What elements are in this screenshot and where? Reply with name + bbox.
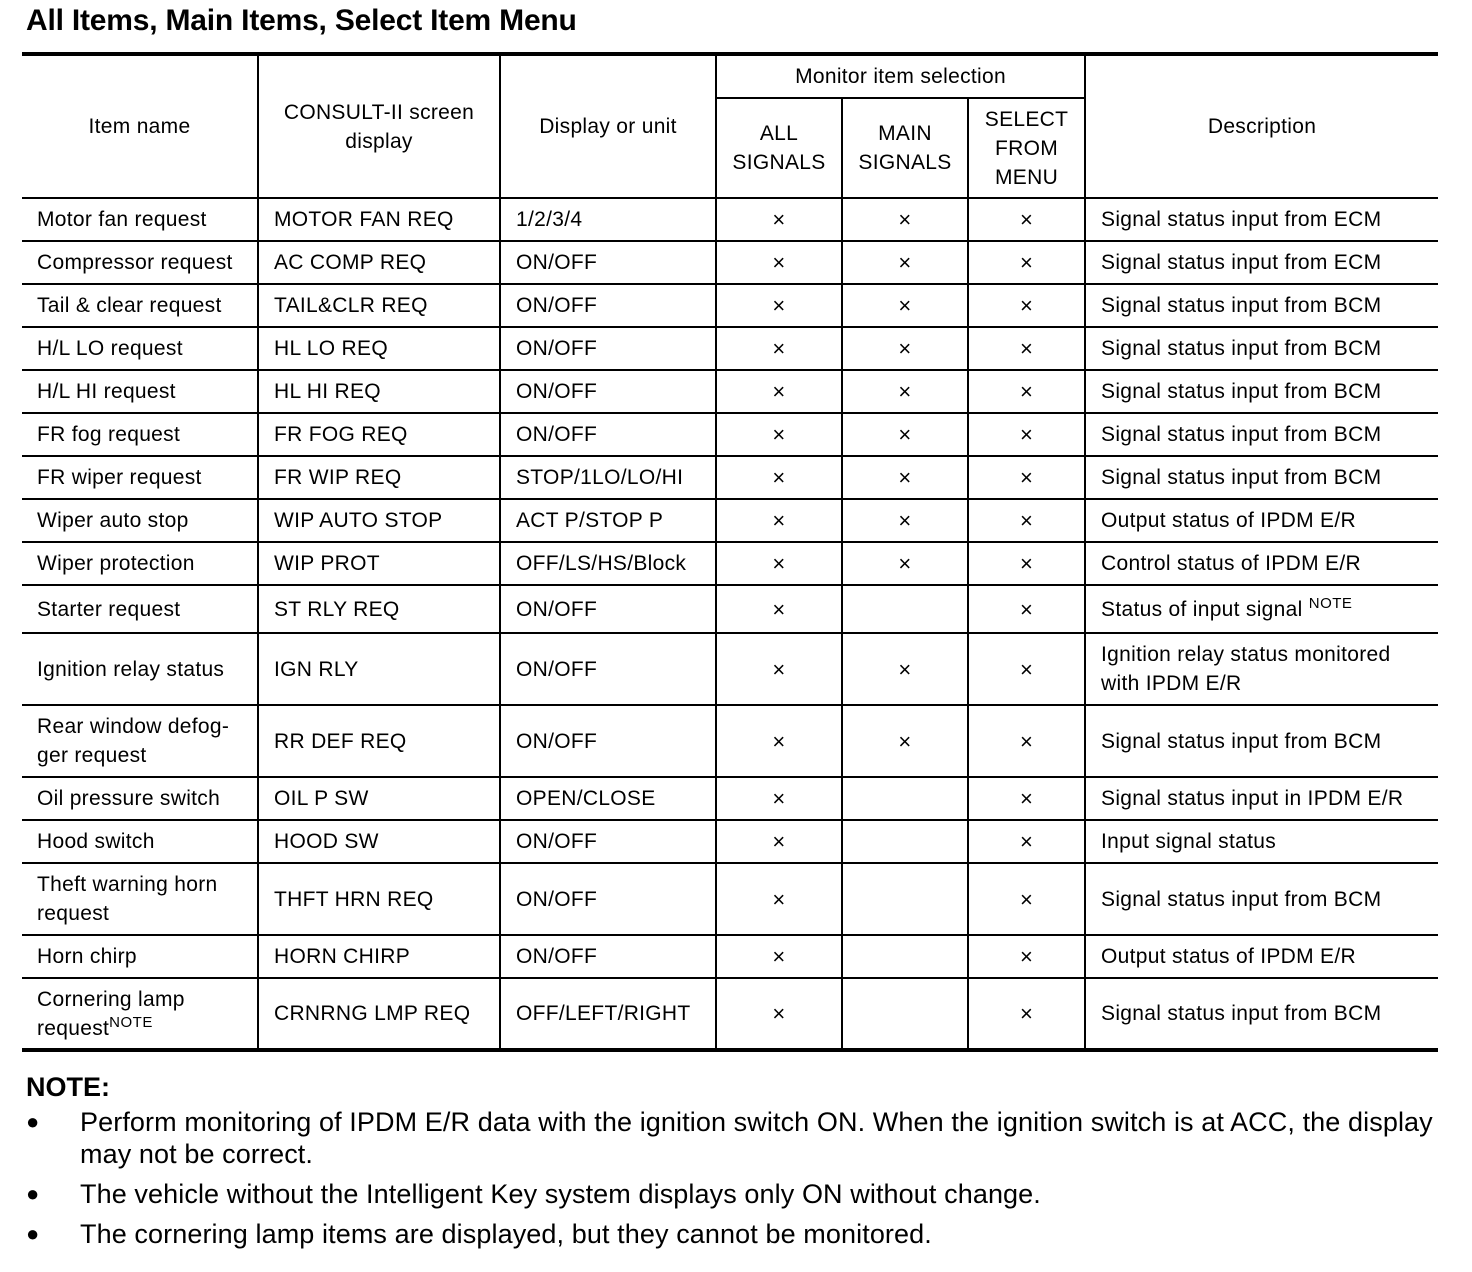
table-row [22,585,1438,633]
cell-item-name [22,978,258,1050]
cell-select-from-menu: × [968,542,1085,585]
table-row [22,542,1438,585]
cell-description: Ignition relay status monitored with IPDM E/R [1085,633,1438,705]
bullet-icon: ● [26,1109,40,1134]
table-row [22,978,1438,1050]
cell-select-from-menu: × [968,370,1085,413]
cell-select-from-menu: × [968,413,1085,456]
cell-description: Signal status input from BCM [1085,327,1438,370]
cell-item-name: H/L LO request [22,327,258,370]
cell-description: Signal status input from ECM [1085,241,1438,284]
cell-select-from-menu: × [968,499,1085,542]
cell-consult-display: IGN RLY [258,633,500,705]
cell-consult-display: MOTOR FAN REQ [258,198,500,241]
cell-consult-display: WIP PROT [258,542,500,585]
cell-description: Signal status input from BCM [1085,705,1438,777]
cell-description: Signal status input from BCM [1085,370,1438,413]
cell-item-name: H/L HI request [22,370,258,413]
list-item [26,1218,1438,1250]
cell-display-unit: ON/OFF [500,413,716,456]
cell-main-signals: × [842,284,968,327]
cell-item-name: Rear window defog-ger request [22,705,258,777]
cell-display-unit: OFF/LEFT/RIGHT [500,978,716,1050]
header-all-signals: ALL SIGNALS [716,98,842,198]
note-text: The vehicle without the Intelligent Key system displays only ON without change. [80,1179,1041,1209]
cell-all-signals: × [716,978,842,1050]
cell-all-signals: × [716,499,842,542]
note-text: The cornering lamp items are displayed, but they cannot be monitored. [80,1219,932,1249]
cell-display-unit: ON/OFF [500,327,716,370]
cell-description: Signal status input from BCM [1085,863,1438,935]
cell-description: Signal status input from BCM [1085,978,1438,1050]
cell-consult-display: HL LO REQ [258,327,500,370]
table-row [22,327,1438,370]
header-item-name: Item name [22,56,258,198]
cell-display-unit: ON/OFF [500,705,716,777]
table-row [22,777,1438,820]
cell-item-name: Horn chirp [22,935,258,978]
cell-display-unit: STOP/1LO/LO/HI [500,456,716,499]
cell-main-signals: × [842,633,968,705]
note-text: Perform monitoring of IPDM E/R data with the ignition switch ON. When the ignition switch is at ACC, the display may not be correct. [80,1107,1433,1169]
description-text: Status of input signal [1101,597,1303,621]
cell-display-unit: OPEN/CLOSE [500,777,716,820]
table-row [22,241,1438,284]
cell-item-name: Theft warning horn request [22,863,258,935]
cell-main-signals: × [842,327,968,370]
cell-select-from-menu: × [968,820,1085,863]
cell-all-signals: × [716,241,842,284]
cell-main-signals [842,585,968,633]
cell-select-from-menu: × [968,935,1085,978]
cell-consult-display: HORN CHIRP [258,935,500,978]
cell-description: Signal status input from BCM [1085,284,1438,327]
cell-select-from-menu: × [968,327,1085,370]
cell-item-name: Motor fan request [22,198,258,241]
cell-main-signals: × [842,413,968,456]
cell-main-signals [842,935,968,978]
cell-main-signals: × [842,542,968,585]
cell-display-unit: ON/OFF [500,633,716,705]
cell-select-from-menu: × [968,978,1085,1050]
cell-select-from-menu: × [968,456,1085,499]
bullet-icon: ● [26,1221,40,1246]
cell-main-signals: × [842,198,968,241]
cell-item-name: Ignition relay status [22,633,258,705]
cell-item-name: Compressor request [22,241,258,284]
note-list [26,1106,1438,1258]
cell-select-from-menu: × [968,863,1085,935]
cell-all-signals: × [716,413,842,456]
cell-description: Output status of IPDM E/R [1085,499,1438,542]
list-item [26,1106,1438,1170]
note-heading: NOTE: [26,1072,110,1102]
table-row [22,198,1438,241]
cell-all-signals: × [716,863,842,935]
cell-consult-display: RR DEF REQ [258,705,500,777]
note-reference: NOTE [109,1013,153,1031]
cell-all-signals: × [716,820,842,863]
table-row [22,863,1438,935]
cell-select-from-menu: × [968,198,1085,241]
table-row [22,370,1438,413]
table-row [22,413,1438,456]
cell-item-name: Starter request [22,585,258,633]
cell-main-signals [842,978,968,1050]
table-row [22,499,1438,542]
cell-item-name: Tail & clear request [22,284,258,327]
cell-all-signals: × [716,198,842,241]
cell-all-signals: × [716,777,842,820]
cell-all-signals: × [716,327,842,370]
cell-description: Output status of IPDM E/R [1085,935,1438,978]
cell-display-unit: ON/OFF [500,863,716,935]
cell-main-signals [842,863,968,935]
cell-description: Control status of IPDM E/R [1085,542,1438,585]
cell-main-signals: × [842,370,968,413]
cell-display-unit: ON/OFF [500,585,716,633]
cell-item-name: Wiper protection [22,542,258,585]
cell-all-signals: × [716,633,842,705]
cell-consult-display: FR WIP REQ [258,456,500,499]
table-row [22,633,1438,705]
cell-select-from-menu: × [968,705,1085,777]
cell-consult-display: HOOD SW [258,820,500,863]
cell-display-unit: ON/OFF [500,241,716,284]
cell-select-from-menu: × [968,777,1085,820]
cell-consult-display: ST RLY REQ [258,585,500,633]
cell-display-unit: ON/OFF [500,284,716,327]
cell-display-unit: 1/2/3/4 [500,198,716,241]
cell-main-signals: × [842,241,968,284]
cell-display-unit: ON/OFF [500,935,716,978]
cell-description [1085,585,1438,633]
table-row [22,820,1438,863]
cell-consult-display: HL HI REQ [258,370,500,413]
bullet-icon: ● [26,1181,40,1206]
cell-main-signals [842,777,968,820]
cell-all-signals: × [716,284,842,327]
table-row [22,705,1438,777]
cell-item-name: FR fog request [22,413,258,456]
monitor-item-table [22,56,1438,1052]
cell-consult-display: OIL P SW [258,777,500,820]
cell-consult-display: WIP AUTO STOP [258,499,500,542]
cell-description: Signal status input from ECM [1085,198,1438,241]
cell-all-signals: × [716,705,842,777]
cell-all-signals: × [716,935,842,978]
cell-main-signals: × [842,456,968,499]
cell-item-name: Oil pressure switch [22,777,258,820]
cell-display-unit: ON/OFF [500,370,716,413]
cell-item-name: FR wiper request [22,456,258,499]
table-row [22,456,1438,499]
item-name-text: Cornering lamp request [37,987,185,1040]
cell-consult-display: TAIL&CLR REQ [258,284,500,327]
cell-main-signals [842,820,968,863]
cell-item-name: Wiper auto stop [22,499,258,542]
cell-description: Signal status input from BCM [1085,413,1438,456]
cell-all-signals: × [716,370,842,413]
header-select-from-menu: SELECT FROM MENU [968,98,1085,198]
cell-description: Input signal status [1085,820,1438,863]
cell-item-name: Hood switch [22,820,258,863]
header-description: Description [1085,56,1438,198]
cell-description: Signal status input from BCM [1085,456,1438,499]
cell-select-from-menu: × [968,241,1085,284]
cell-all-signals: × [716,542,842,585]
header-main-signals: MAIN SIGNALS [842,98,968,198]
cell-consult-display: CRNRNG LMP REQ [258,978,500,1050]
cell-consult-display: THFT HRN REQ [258,863,500,935]
cell-main-signals: × [842,499,968,542]
table-row [22,284,1438,327]
note-reference: NOTE [1308,594,1353,612]
table-row [22,935,1438,978]
cell-display-unit: ON/OFF [500,820,716,863]
cell-all-signals: × [716,456,842,499]
header-monitor-selection: Monitor item selection [716,56,1085,98]
cell-consult-display: AC COMP REQ [258,241,500,284]
cell-select-from-menu: × [968,633,1085,705]
list-item [26,1178,1438,1210]
cell-display-unit: ACT P/STOP P [500,499,716,542]
cell-main-signals: × [842,705,968,777]
cell-display-unit: OFF/LS/HS/Block [500,542,716,585]
cell-select-from-menu: × [968,585,1085,633]
cell-select-from-menu: × [968,284,1085,327]
cell-all-signals: × [716,585,842,633]
cell-description: Signal status input in IPDM E/R [1085,777,1438,820]
cell-consult-display: FR FOG REQ [258,413,500,456]
header-consult-display: CONSULT-II screen display [258,56,500,198]
header-display-unit: Display or unit [500,56,716,198]
page-title: All Items, Main Items, Select Item Menu [26,4,577,37]
